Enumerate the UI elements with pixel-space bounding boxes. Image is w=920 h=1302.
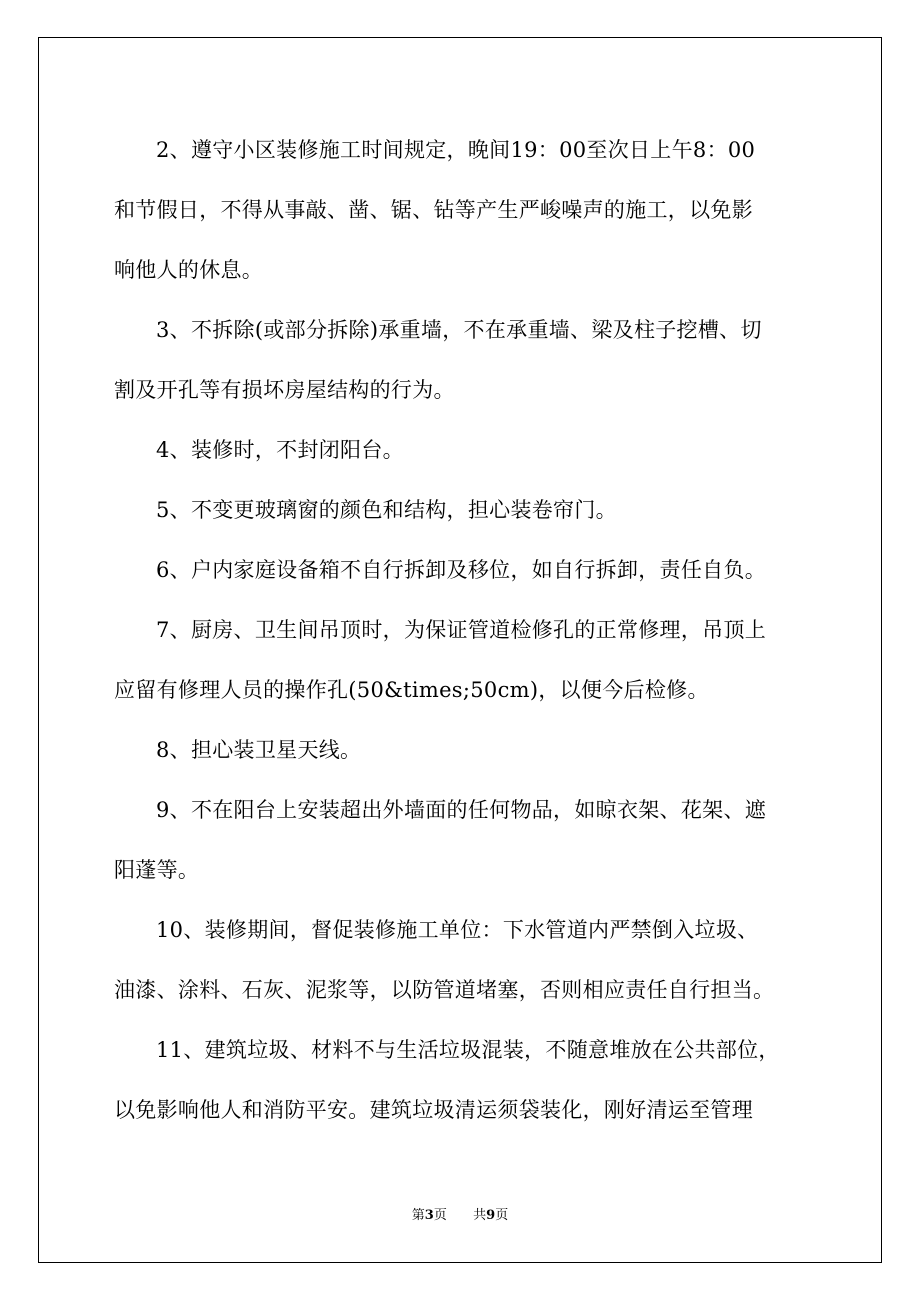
paragraph-line: 5、不变更玻璃窗的颜色和结构，担心装卷帘门。: [156, 498, 617, 522]
paragraph-line: 应留有修理人员的操作孔(50&times;50cm)，以便今后检修。: [114, 678, 709, 702]
paragraph-line: 油漆、涂料、石灰、泥浆等，以防管道堵塞，否则相应责任自行担当。: [114, 978, 775, 1002]
paragraph-3: [114, 300, 814, 420]
paragraph-line: 10、装修期间，督促装修施工单位：下水管道内严禁倒入垃圾、: [156, 918, 759, 942]
paragraph-6: [114, 540, 814, 600]
current-page: 3: [424, 1208, 434, 1223]
paragraph-line: 11、建筑垃圾、材料不与生活垃圾混装，不随意堆放在公共部位，: [156, 1038, 780, 1062]
paragraph-line: 割及开孔等有损坏房屋结构的行为。: [114, 378, 455, 402]
paragraph-line: 响他人的休息。: [114, 258, 264, 282]
paragraph-10: [114, 900, 814, 1020]
document-body: [114, 120, 814, 1140]
paragraph-5: [114, 480, 814, 540]
page-prefix: 第: [411, 1208, 425, 1223]
total-unit: 页: [495, 1208, 509, 1223]
paragraph-line: 6、户内家庭设备箱不自行拆卸及移位，如自行拆卸，责任自负。: [156, 558, 767, 582]
total-prefix: 共: [473, 1208, 487, 1223]
paragraph-line: 4、装修时，不封闭阳台。: [156, 438, 404, 462]
paragraph-line: 以免影响他人和消防平安。建筑垃圾清运须袋装化，刚好清运至管理: [114, 1098, 753, 1122]
paragraph-8: [114, 720, 814, 780]
page-unit: 页: [433, 1208, 447, 1223]
paragraph-9: [114, 780, 814, 900]
paragraph-line: 9、不在阳台上安装超出外墙面的任何物品，如晾衣架、花架、遮: [156, 798, 767, 822]
paragraph-4: [114, 420, 814, 480]
page-number: [412, 1208, 447, 1224]
paragraph-line: 2、遵守小区装修施工时间规定，晚间19：00至次日上午8：00: [156, 138, 756, 162]
paragraph-7: [114, 600, 814, 720]
page-footer: [0, 1208, 920, 1224]
total-pages: 9: [486, 1208, 496, 1223]
paragraph-line: 阳蓬等。: [114, 858, 200, 882]
paragraph-11: [114, 1020, 814, 1140]
page-total: [473, 1208, 508, 1224]
paragraph-line: 7、厨房、卫生间吊顶时，为保证管道检修孔的正常修理，吊顶上: [156, 618, 767, 642]
paragraph-2: [114, 120, 814, 300]
paragraph-line: 3、不拆除(或部分拆除)承重墙，不在承重墙、梁及柱子挖槽、切: [156, 318, 762, 342]
paragraph-line: 8、担心装卫星天线。: [156, 738, 362, 762]
paragraph-line: 和节假日，不得从事敲、凿、锯、钻等产生严峻噪声的施工，以免影: [114, 198, 753, 222]
